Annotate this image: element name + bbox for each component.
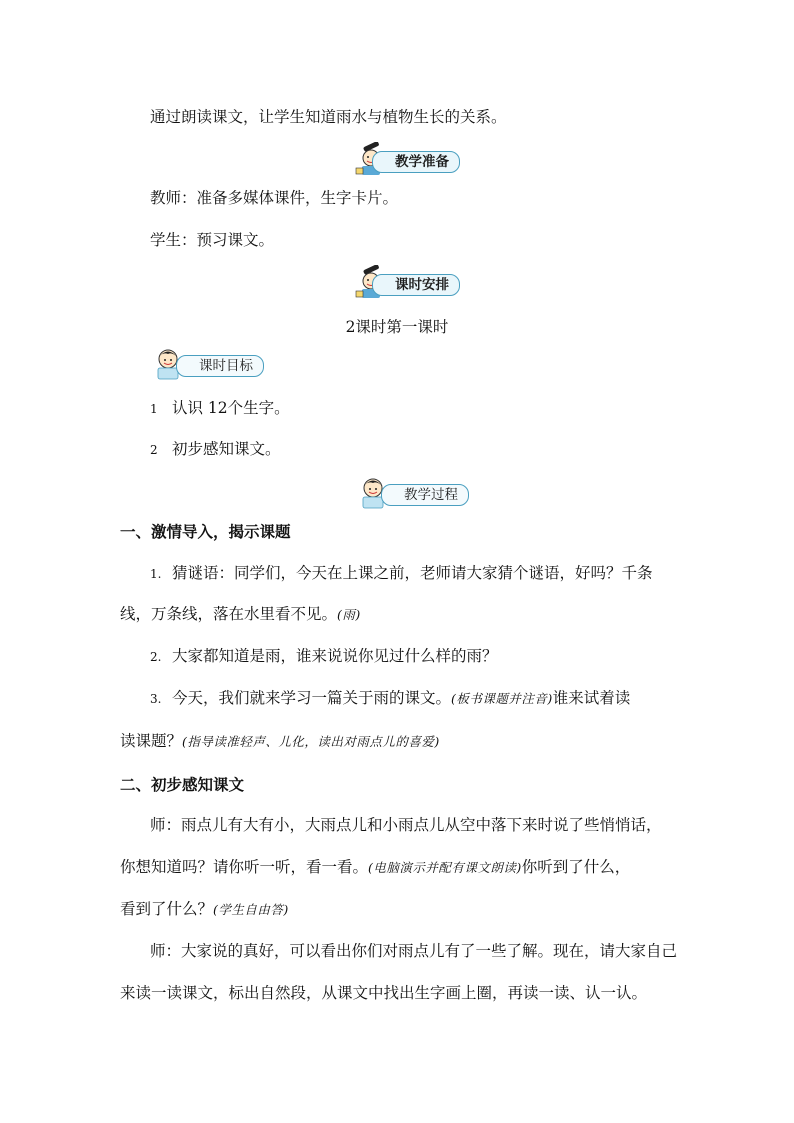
paragraph-line: 师：雨点儿有大有小，大雨点儿和小雨点儿从空中落下来时说了些悄悄话， xyxy=(150,816,662,834)
prep-student: 学生：预习课文。 xyxy=(150,231,275,249)
schedule-line: 2课时第一课时 xyxy=(345,318,449,336)
paragraph-line xyxy=(120,857,630,878)
paragraph-line: 来读一读课文，标出自然段，从课文中找出生字画上圈，再读一读、认一认。 xyxy=(120,984,648,1002)
process-item-text: 大家都知道是雨，谁来说说你见过什么样的雨？ xyxy=(172,647,498,665)
process-item-text: 今天，我们就来学习一篇关于雨的课文。 xyxy=(172,689,452,707)
goal-item-number: 2 xyxy=(150,443,158,457)
process-item-number: 2. xyxy=(150,650,162,664)
section-heading: 一、激情导入，揭示课题 xyxy=(120,522,291,541)
process-item xyxy=(150,688,680,709)
process-item xyxy=(150,563,680,584)
process-banner-label: 教学过程 xyxy=(381,484,469,506)
goal-item xyxy=(150,398,680,419)
answer-note: (雨) xyxy=(337,607,361,622)
schedule-banner xyxy=(352,265,472,299)
process-item-text: 猜谜语：同学们，今天在上课之前，老师请大家猜个谜语，好吗？千条 xyxy=(172,564,653,582)
teaching-note: (指导读准轻声、儿化，读出对雨点儿的喜爱) xyxy=(182,734,440,749)
process-banner xyxy=(355,475,470,509)
intro-line: 通过朗读课文，让学生知道雨水与植物生长的关系。 xyxy=(150,108,507,126)
teaching-note: (学生自由答) xyxy=(213,902,289,917)
schedule-banner-label: 课时安排 xyxy=(372,274,460,296)
goal-item xyxy=(150,439,680,460)
paragraph-line: 师：大家说的真好，可以看出你们对雨点儿有了一些了解。现在，请大家自己 xyxy=(150,942,678,960)
paragraph-line xyxy=(120,899,289,920)
prep-teacher: 教师：准备多媒体课件，生字卡片。 xyxy=(150,189,399,207)
goals-banner-label: 课时目标 xyxy=(176,355,264,377)
section-heading: 二、初步感知课文 xyxy=(120,775,245,794)
goal-item-number: 1 xyxy=(150,402,158,416)
goal-item-text: 初步感知课文。 xyxy=(172,440,281,458)
process-item-continuation xyxy=(120,604,361,625)
paragraph-text: 你想知道吗？请你听一听，看一看。 xyxy=(120,858,369,876)
process-item-number: 3. xyxy=(150,692,162,706)
prep-banner-label: 教学准备 xyxy=(372,151,460,173)
process-item-text: 谁来试着读 xyxy=(552,689,631,707)
process-item-continuation xyxy=(120,731,440,752)
process-item-text: 读课题？ xyxy=(120,732,183,750)
teaching-note: (板书课题并注音) xyxy=(451,691,553,706)
teaching-note: (电脑演示并配有课文朗读) xyxy=(368,860,522,875)
process-item xyxy=(150,646,680,667)
process-item-number: 1. xyxy=(150,567,162,581)
goal-item-text: 认识 12个生字。 xyxy=(172,399,290,417)
paragraph-text: 看到了什么？ xyxy=(120,900,214,918)
prep-banner xyxy=(352,142,472,176)
paragraph-text: 你听到了什么， xyxy=(521,858,631,876)
goals-banner xyxy=(150,346,265,380)
process-item-text: 线，万条线，落在水里看不见。 xyxy=(120,605,338,623)
